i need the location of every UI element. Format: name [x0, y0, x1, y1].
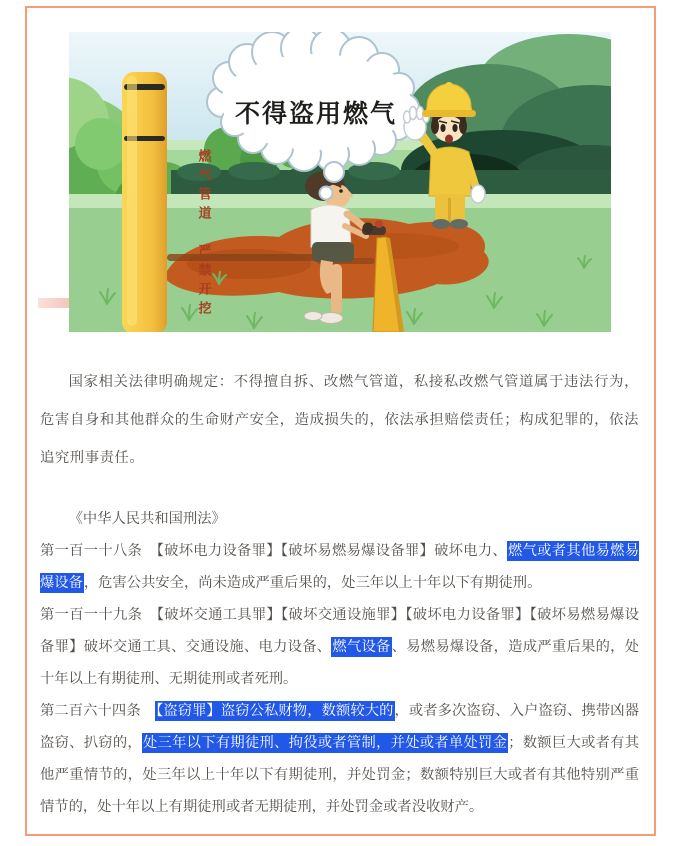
text-segment: 第二百六十四条 [40, 703, 156, 719]
highlighted-text: 燃气或者其他易燃易爆设备 [40, 543, 639, 591]
gas-pipeline-marker-pole [122, 72, 167, 332]
article-264-paragraph [40, 695, 639, 823]
text-segment: 第一百一十八条 【破坏电力设备罪】【破坏易燃易爆设备罪】破坏电力、 [40, 543, 508, 559]
text-segment: 第一百一十九条 【破坏交通工具罪】【破坏交通设施罪】【破坏电力设备罪】【破坏易燃易爆设备罪】破坏交通工具、交通设施、电力设备、 [40, 607, 639, 655]
text-segment: 国家相关法律明确规定：不得擅自拆、改燃气管道，私接私改燃气管道属于违法行为，危害自身和其他群众的生命财产安全，造成损失的，依法承担赔偿责任；构成犯罪的，依法追究刑事责任。 [40, 374, 639, 466]
gas-safety-illustration [69, 32, 611, 332]
article-118-paragraph [40, 535, 639, 599]
text-segment: 《中华人民共和国刑法》 [68, 511, 226, 527]
highlighted-text: 【盗窃罪】盗窃公私财物，数额较大的 [156, 703, 394, 719]
speech-bubble-text: 不得盗用燃气 [234, 100, 397, 128]
text-segment: ，或者多次盗窃、入户盗窃、携带凶器盗窃、扒窃的， [40, 703, 639, 751]
article-frame [25, 6, 656, 836]
text-segment: 、易燃易爆设备，造成严重后果的，处十年以上有期徒刑、无期徒刑或者死刑。 [40, 639, 640, 687]
highlighted-text: 燃气设备 [332, 639, 391, 655]
article-content [27, 32, 654, 823]
article-119-paragraph [40, 599, 639, 695]
text-segment: ，危害公共安全，尚未造成严重后果的，处三年以上十年以下有期徒刑。 [83, 575, 542, 591]
criminal-law-title [40, 503, 639, 535]
intro-paragraph [40, 363, 639, 477]
pink-watermark [38, 298, 69, 308]
text-segment: ；数额巨大或者有其他严重情节的，处三年以上十年以下有期徒刑，并处罚金；数额特别巨大或者有其他特别严重情节的，处十年以上有期徒刑或者无期徒刑，并处罚金或者没收财产。 [40, 735, 640, 815]
cartoon-scene [69, 32, 611, 332]
pipeline-marker-text: 燃气管道 严禁开挖 [196, 149, 212, 320]
highlighted-text: 处三年以下有期徒刑、拘役或者管制，并处或者单处罚金 [142, 735, 508, 751]
